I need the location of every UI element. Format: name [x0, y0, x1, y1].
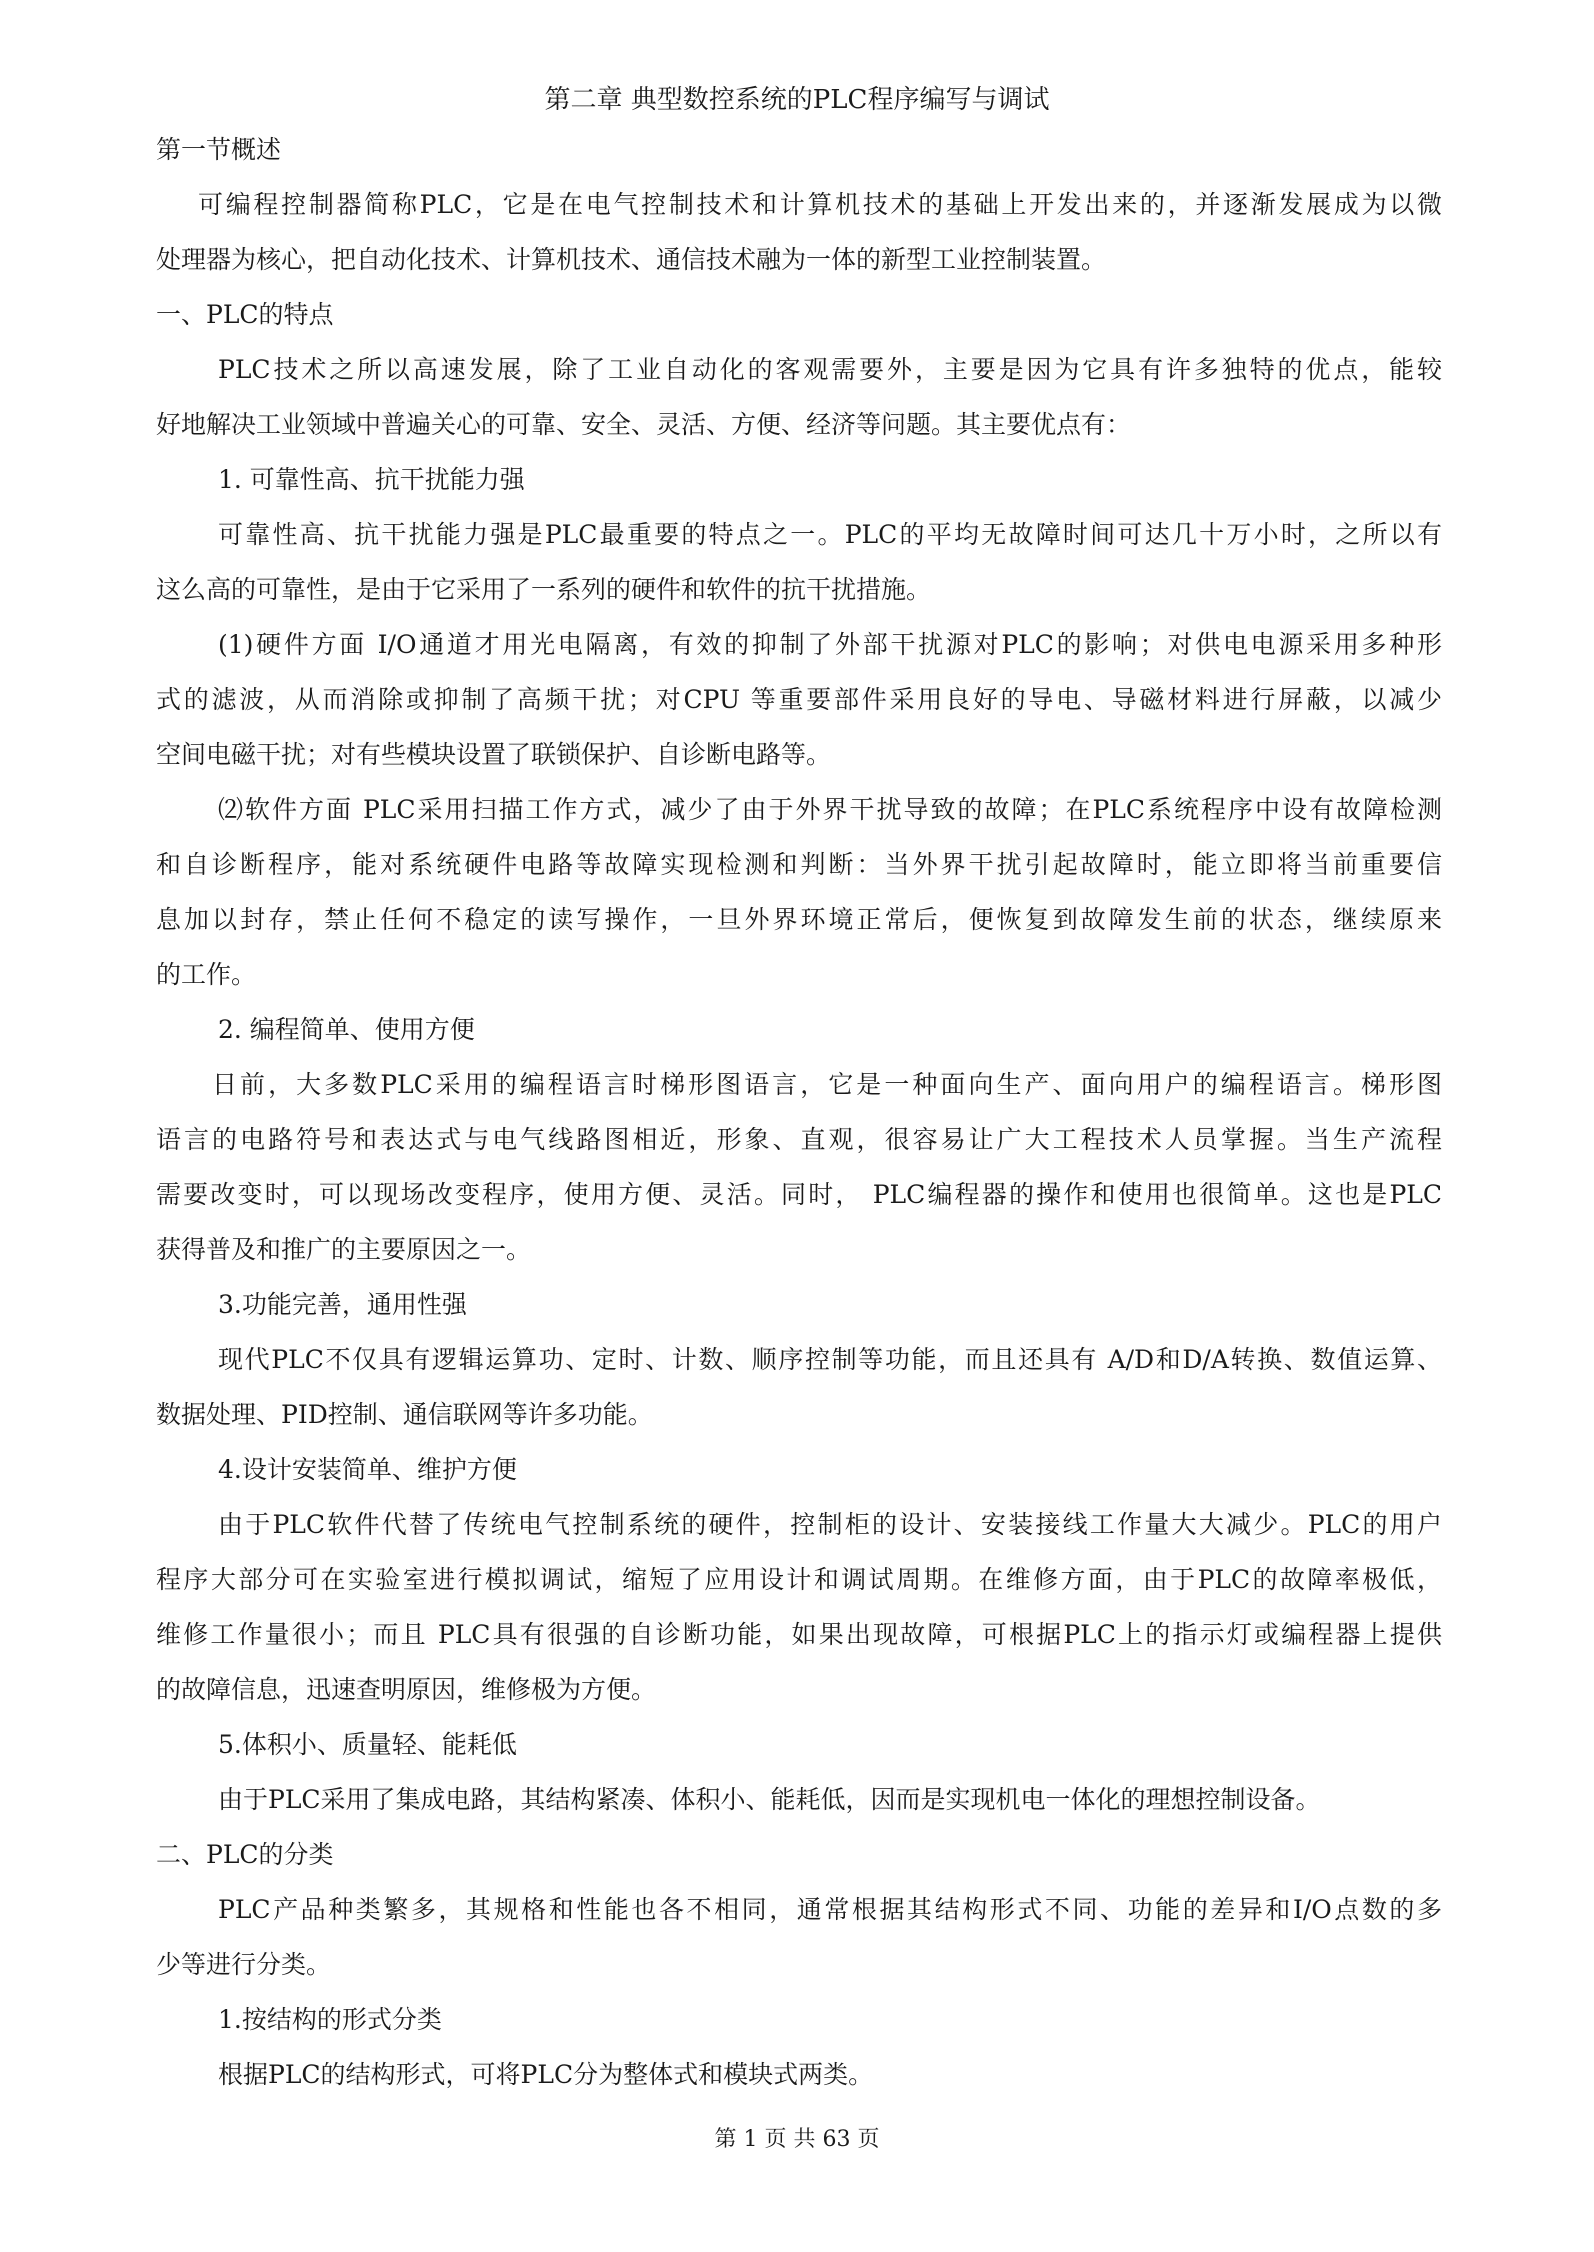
paragraph-line: 根据PLC的结构形式，可将PLC分为整体式和模块式两类。 — [218, 2060, 874, 2089]
paragraph-line: 空间电磁干扰；对有些模块设置了联锁保护、自诊断电路等。 — [156, 740, 832, 769]
paragraph-line: 程序大部分可在实验室进行模拟调试，缩短了应用设计和调试周期。在维修方面，由于PLC的故障率极低， — [156, 1565, 1442, 1594]
paragraph-line: 日前，大多数PLC采用的编程语言时梯形图语言，它是一种面向生产、面向用户的编程语言。梯形图 — [212, 1070, 1442, 1099]
section-heading: 第一节概述 — [156, 135, 282, 164]
paragraph-line: 由于PLC采用了集成电路，其结构紧凑、体积小、能耗低，因而是实现机电一体化的理想控制设备。 — [218, 1785, 1321, 1814]
page-footer: 第 1 页 共 63 页 — [714, 2127, 880, 2152]
paragraph-line: 可编程控制器简称PLC，它是在电气控制技术和计算机技术的基础上开发出来的，并逐渐发展成为以微 — [198, 190, 1442, 219]
chapter-title: 第二章 典型数控系统的PLC程序编写与调试 — [544, 85, 1050, 115]
paragraph-line: 好地解决工业领域中普遍关心的可靠、安全、灵活、方便、经济等问题。其主要优点有： — [156, 410, 1132, 439]
paragraph-line: PLC产品种类繁多，其规格和性能也各不相同，通常根据其结构形式不同、功能的差异和I/O点数的多 — [218, 1895, 1442, 1924]
item-heading: 3.功能完善，通用性强 — [218, 1290, 467, 1319]
paragraph-line: 获得普及和推广的主要原因之一。 — [156, 1235, 532, 1264]
paragraph-line: 由于PLC软件代替了传统电气控制系统的硬件，控制柜的设计、安装接线工作量大大减少。PLC的用户 — [218, 1510, 1442, 1539]
paragraph-line: 的工作。 — [156, 960, 257, 989]
paragraph-line: 数据处理、PID控制、通信联网等许多功能。 — [156, 1400, 653, 1429]
item-heading: 1. 可靠性高、抗干扰能力强 — [218, 465, 525, 494]
subsection-heading: 一、PLC的特点 — [156, 300, 334, 329]
paragraph-line: (1)硬件方面 I/O通道才用光电隔离，有效的抑制了外部干扰源对PLC的影响；对供电电源采用多种形 — [218, 630, 1442, 659]
paragraph-line: 处理器为核心，把自动化技术、计算机技术、通信技术融为一体的新型工业控制装置。 — [156, 245, 1107, 274]
paragraph-line: 现代PLC不仅具有逻辑运算功、定时、计数、顺序控制等功能，而且还具有 A/D和D/A转换、数值运算、 — [218, 1345, 1442, 1374]
paragraph-line: PLC技术之所以高速发展，除了工业自动化的客观需要外，主要是因为它具有许多独特的优点，能较 — [218, 355, 1442, 384]
item-heading: 2. 编程简单、使用方便 — [218, 1015, 475, 1044]
item-heading: 1.按结构的形式分类 — [218, 2005, 442, 2034]
subsection-heading: 二、PLC的分类 — [156, 1840, 334, 1869]
paragraph-line: 可靠性高、抗干扰能力强是PLC最重要的特点之一。PLC的平均无故障时间可达几十万小时，之所以有 — [218, 520, 1442, 549]
item-heading: 5.体积小、质量轻、能耗低 — [218, 1730, 517, 1759]
paragraph-line: 息加以封存，禁止任何不稳定的读写操作，一旦外界环境正常后，便恢复到故障发生前的状态，继续原来 — [156, 905, 1442, 934]
paragraph-line: 的故障信息，迅速查明原因，维修极为方便。 — [156, 1675, 657, 1704]
paragraph-line: 需要改变时，可以现场改变程序，使用方便、灵活。同时， PLC编程器的操作和使用也很简单。这也是PLC — [156, 1180, 1442, 1209]
paragraph-line: 维修工作量很小；而且 PLC具有很强的自诊断功能，如果出现故障，可根据PLC上的指示灯或编程器上提供 — [156, 1620, 1442, 1649]
paragraph-line: 和自诊断程序，能对系统硬件电路等故障实现检测和判断：当外界干扰引起故障时，能立即将当前重要信 — [156, 850, 1442, 879]
paragraph-line: 这么高的可靠性，是由于它采用了一系列的硬件和软件的抗干扰措施。 — [156, 575, 932, 604]
paragraph-line: ⑵软件方面 PLC采用扫描工作方式，减少了由于外界干扰导致的故障；在PLC系统程序中设有故障检测 — [218, 795, 1442, 824]
paragraph-line: 式的滤波，从而消除或抑制了高频干扰；对CPU 等重要部件采用良好的导电、导磁材料进行屏蔽，以减少 — [156, 685, 1442, 714]
paragraph-line: 少等进行分类。 — [156, 1950, 332, 1979]
item-heading: 4.设计安装简单、维护方便 — [218, 1455, 517, 1484]
paragraph-line: 语言的电路符号和表达式与电气线路图相近，形象、直观，很容易让广大工程技术人员掌握。当生产流程 — [156, 1125, 1442, 1154]
